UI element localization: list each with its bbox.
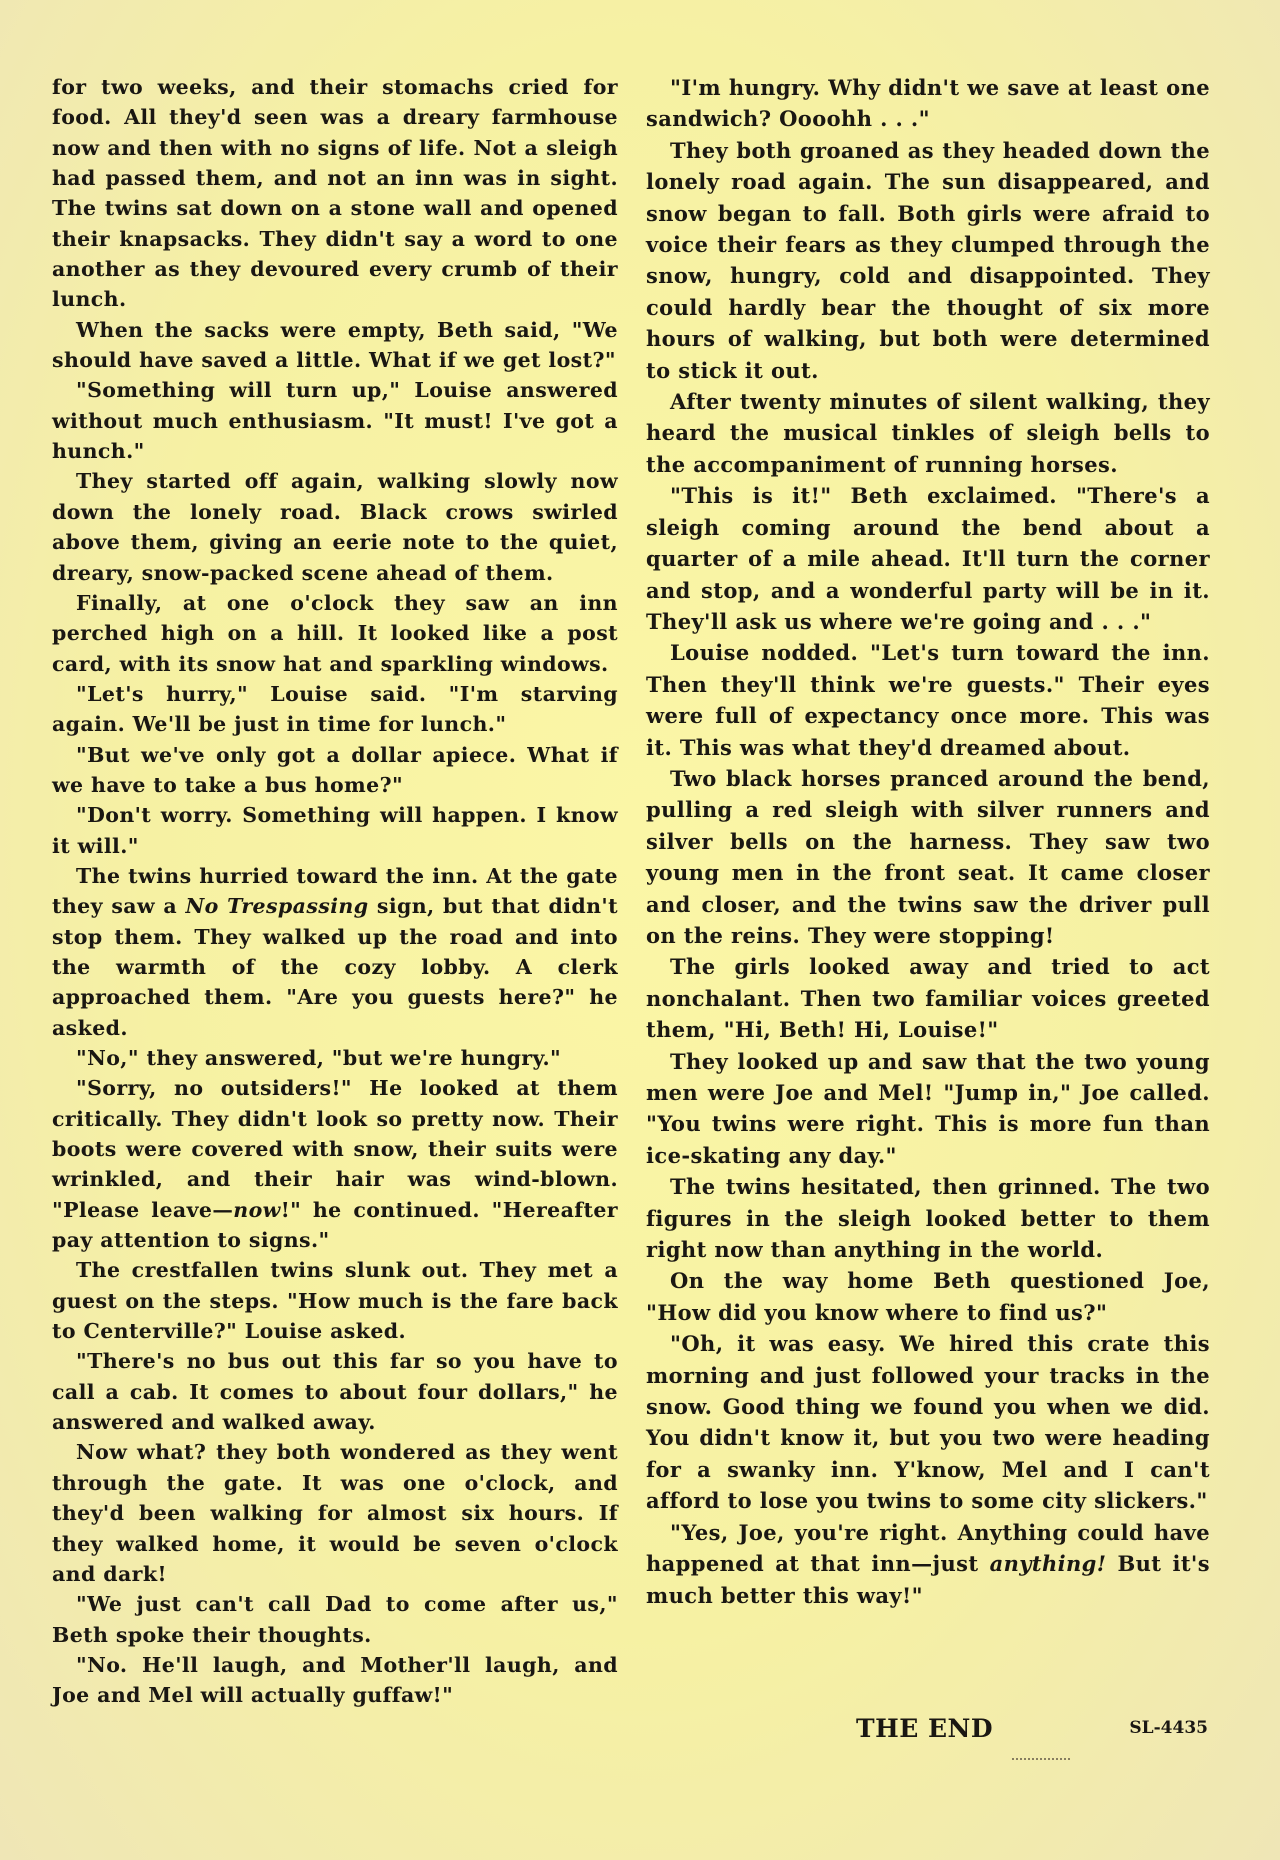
text-run: The twins hurried toward the inn. At the gate they saw a [52, 863, 618, 919]
italic-emphasis: anything! [989, 1551, 1107, 1577]
printer-mark [1012, 1752, 1070, 1760]
paragraph: for two weeks, and their stomachs cried for food. All they'd seen was a dreary farmhouse now and then with no signs of life. Not a sleigh had passed them, and not an inn was in sight. The twins sat down on a stone wall and opened their knapsacks. They didn't say a word to one another as they devoured every crumb of their lunch. [52, 75, 618, 312]
paragraph: The twins hesitated, then grinned. The two figures in the sleigh looked better to them right now than anything in the world. [646, 1174, 1210, 1263]
text-run: "Sorry, no outsiders!" He looked at them critically. They didn't look so pretty now. Their boots were covered with snow, their suits were wrinkled, and their hair was wind-blown. "Please leave— [52, 1076, 618, 1222]
paragraph: Louise nodded. "Let's turn toward the inn. Then they'll think we're guests." Their eyes were full of expectancy once more. This was it. This was what they'd dreamed about. [646, 640, 1210, 760]
text-run: But it's much better this way!" [646, 1551, 1210, 1608]
paragraph: The crestfallen twins slunk out. They met a guest on the steps. "How much is the fare back to Centerville?" Louise asked. [52, 1258, 618, 1344]
left-text-column [52, 72, 618, 1711]
paragraph: The girls looked away and tried to act nonchalant. Then two familiar voices greeted them, "Hi, Beth! Hi, Louise!" [646, 954, 1210, 1043]
paragraph: "There's no bus out this far so you have to call a cab. It comes to about four dollars," he answered and walked away. [52, 1349, 618, 1435]
paragraph [646, 1517, 1210, 1611]
paragraph: On the way home Beth questioned Joe, "How did you know where to find us?" [646, 1268, 1210, 1325]
paragraph: "Let's hurry," Louise said. "I'm starving again. We'll be just in time for lunch." [52, 681, 618, 737]
paragraph: "Don't worry. Something will happen. I know it will." [52, 803, 618, 858]
text-run: !" he continued. "Hereafter pay attention to signs." [52, 1197, 618, 1253]
paragraph: Now what? they both wondered as they went through the gate. It was one o'clock, and they'd been walking for almost six hours. If they walked home, it would be seven o'clock and dark! [52, 1440, 618, 1586]
paragraph: Two black horses pranced around the bend, pulling a red sleigh with silver runners and silver bells on the harness. They saw two young men in the front seat. It came closer and closer, and the twins saw the driver pull on the reins. They were stopping! [646, 765, 1210, 948]
italic-sign-text: No Trespassing [185, 894, 369, 919]
the-end-label: THE END [856, 1714, 994, 1743]
paragraph: They looked up and saw that the two young men were Joe and Mel! "Jump in," Joe called. "You twins were right. This is more fun than ice-skating any day." [646, 1048, 1210, 1168]
paragraph: When the sacks were empty, Beth said, "We should have saved a little. What if we get lost?" [52, 317, 618, 373]
paragraph: They both groaned as they headed down the lonely road again. The sun disappeared, and snow began to fall. Both girls were afraid to voice their fears as they clumped through the snow, hungry, cold and disappointed. They could hardly bear the thought of six more hours of walking, but both were determined to stick it out. [646, 137, 1210, 383]
paragraph: "Oh, it was easy. We hired this crate this morning and just followed your tracks in the snow. Good thing we found you when we did. You didn't know it, but you two were heading for a swanky inn. Y'know, Mel and I can't afford to lose you twins to some city slickers." [646, 1331, 1210, 1514]
paragraph: "I'm hungry. Why didn't we save at least one sandwich? Oooohh . . ." [646, 75, 1210, 132]
paragraph: "No," they answered, "but we're hungry." [76, 1046, 562, 1070]
text-run: "Yes, Joe, you're right. Anything could have happened at that inn—just [646, 1519, 1210, 1577]
paragraph: "But we've only got a dollar apiece. What if we have to take a bus home?" [52, 742, 618, 797]
paragraph: Finally, at one o'clock they saw an inn perched high on a hill. It looked like a post card, with its snow hat and sparkling windows. [52, 590, 618, 676]
right-text-column [646, 72, 1210, 1611]
job-code: SL-4435 [1129, 1718, 1208, 1738]
paragraph [52, 1073, 618, 1255]
paragraph: They started off again, walking slowly now down the lonely road. Black crows swirled above them, giving an eerie note to the quiet, dreary, snow-packed scene ahead of them. [52, 469, 618, 585]
story-ending [646, 1714, 1210, 1754]
paragraph: "This is it!" Beth exclaimed. "There's a sleigh coming around the bend about a quarter of a mile ahead. It'll turn the corner and stop, and a wonderful party will be in it. They'll ask us where we're going and . . ." [646, 483, 1210, 634]
paragraph: "We just can't call Dad to come after us," Beth spoke their thoughts. [52, 1592, 618, 1647]
italic-emphasis: now [233, 1197, 281, 1222]
text-run: sign, but that didn't stop them. They walked up the road and into the warmth of the cozy lobby. A clerk approached them. "Are you guests here?" he asked. [52, 894, 618, 1040]
paragraph: "Something will turn up," Louise answered without much enthusiasm. "It must! I've got a hunch." [52, 378, 618, 464]
paragraph [52, 861, 618, 1043]
paragraph: After twenty minutes of silent walking, they heard the musical tinkles of sleigh bells to the accompaniment of running horses. [646, 389, 1210, 477]
paragraph: "No. He'll laugh, and Mother'll laugh, and Joe and Mel will actually guffaw!" [52, 1652, 618, 1708]
